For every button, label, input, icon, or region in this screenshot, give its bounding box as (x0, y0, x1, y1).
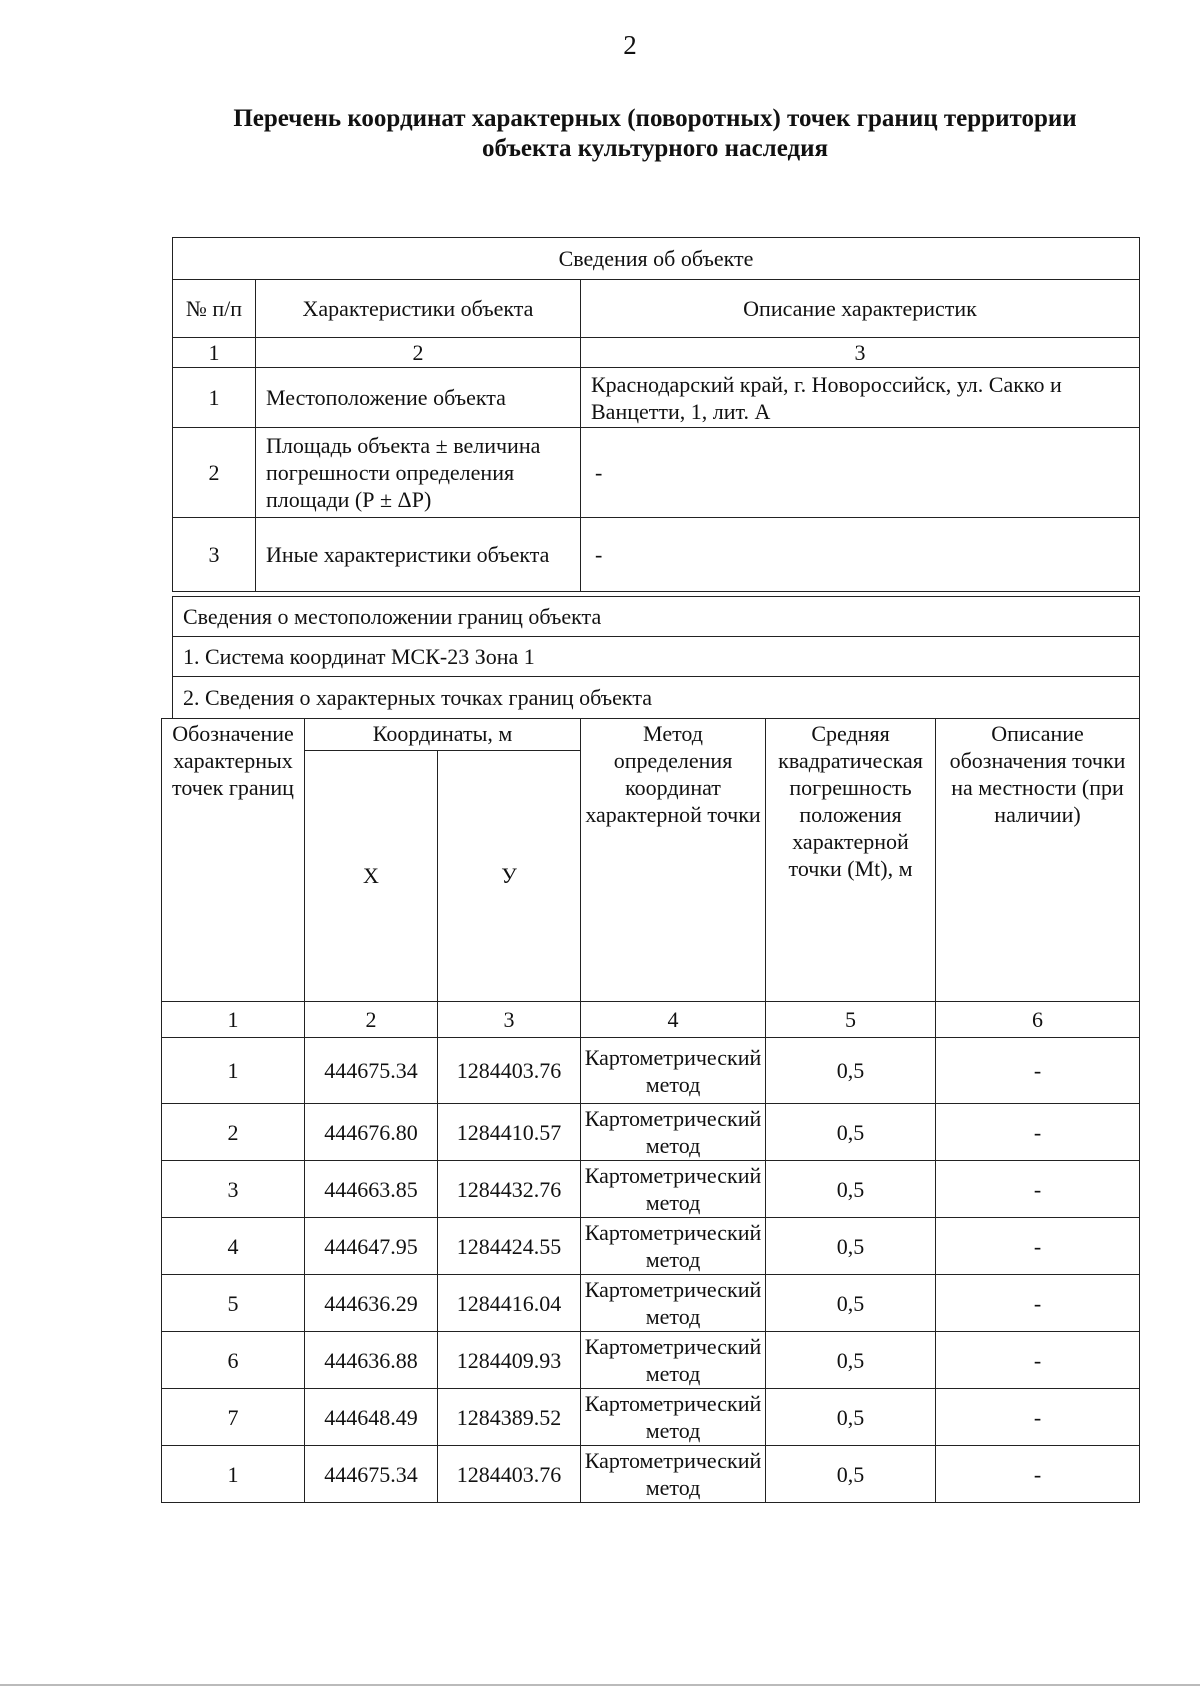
cell-y: 1284409.93 (438, 1332, 581, 1389)
header-error: Средняя квадратическая погрешность положения характерной точки (Mt), м (766, 719, 936, 1002)
col-index-2: 2 (256, 338, 581, 368)
cell-desc: - (936, 1275, 1140, 1332)
col-index-1: 1 (173, 338, 256, 368)
cell-err: 0,5 (766, 1332, 936, 1389)
cell-method: Картометрический метод (581, 1104, 766, 1161)
cell-pt: 6 (162, 1332, 305, 1389)
cell-y: 1284403.76 (438, 1446, 581, 1503)
cell-pt: 4 (162, 1218, 305, 1275)
boundary-section-title: Сведения о местоположении границ объекта (173, 597, 1140, 637)
cell-err: 0,5 (766, 1446, 936, 1503)
coordinate-system: 1. Система координат МСК-23 Зона 1 (173, 637, 1140, 677)
cell-y: 1284416.04 (438, 1275, 581, 1332)
row-description: - (581, 518, 1140, 592)
cell-y: 1284410.57 (438, 1104, 581, 1161)
cell-x: 444647.95 (305, 1218, 438, 1275)
cell-y: 1284424.55 (438, 1218, 581, 1275)
table-row (173, 518, 1140, 592)
cell-method: Картометрический метод (581, 1218, 766, 1275)
header-x: X (305, 750, 438, 1001)
col-header-characteristic: Характеристики объекта (256, 280, 581, 338)
boundary-info-table (172, 596, 1140, 719)
cell-desc: - (936, 1446, 1140, 1503)
col-index-3: 3 (581, 338, 1140, 368)
cell-method: Картометрический метод (581, 1038, 766, 1104)
col-index-4: 4 (581, 1002, 766, 1038)
table-row (173, 368, 1140, 428)
col-index-1: 1 (162, 1002, 305, 1038)
cell-pt: 1 (162, 1038, 305, 1104)
cell-y: 1284403.76 (438, 1038, 581, 1104)
col-index-6: 6 (936, 1002, 1140, 1038)
cell-x: 444636.88 (305, 1332, 438, 1389)
row-num: 3 (173, 518, 256, 592)
cell-pt: 7 (162, 1389, 305, 1446)
cell-y: 1284432.76 (438, 1161, 581, 1218)
row-num: 1 (173, 368, 256, 428)
col-header-description: Описание характеристик (581, 280, 1140, 338)
document-title (150, 104, 1160, 164)
table-row (162, 1161, 1140, 1218)
title-line-2: объекта культурного наследия (481, 135, 829, 162)
cell-err: 0,5 (766, 1038, 936, 1104)
cell-x: 444648.49 (305, 1389, 438, 1446)
object-info-table (172, 237, 1140, 592)
table-row (162, 1104, 1140, 1161)
table-row (162, 1446, 1140, 1503)
cell-err: 0,5 (766, 1218, 936, 1275)
table-row (173, 428, 1140, 518)
row-description: Краснодарский край, г. Новороссийск, ул. Сакко и Ванцетти, 1, лит. А (581, 368, 1140, 428)
cell-err: 0,5 (766, 1161, 936, 1218)
col-index-2: 2 (305, 1002, 438, 1038)
row-characteristic: Местоположение объекта (256, 368, 581, 428)
col-index-5: 5 (766, 1002, 936, 1038)
table-row (162, 1218, 1140, 1275)
col-index-3: 3 (438, 1002, 581, 1038)
object-section-title: Сведения об объекте (173, 238, 1140, 280)
cell-method: Картометрический метод (581, 1389, 766, 1446)
table-row (162, 1389, 1140, 1446)
table-row (162, 1332, 1140, 1389)
header-y: У (438, 750, 581, 1001)
table-row (162, 1038, 1140, 1104)
header-method: Метод определения координат характерной точки (581, 719, 766, 1002)
row-characteristic: Иные характеристики объекта (256, 518, 581, 592)
row-description: - (581, 428, 1140, 518)
cell-x: 444675.34 (305, 1446, 438, 1503)
points-section-title: 2. Сведения о характерных точках границ объекта (173, 677, 1140, 719)
cell-desc: - (936, 1332, 1140, 1389)
cell-desc: - (936, 1104, 1140, 1161)
title-line-1: Перечень координат характерных (поворотных) точек границ территории (233, 105, 1077, 132)
cell-desc: - (936, 1161, 1140, 1218)
table-row (162, 1275, 1140, 1332)
bottom-rule (0, 1684, 1200, 1686)
row-characteristic: Площадь объекта ± величина погрешности определения площади (Р ± ΔР) (256, 428, 581, 518)
cell-err: 0,5 (766, 1104, 936, 1161)
col-header-num: № п/п (173, 280, 256, 338)
cell-pt: 2 (162, 1104, 305, 1161)
cell-method: Картометрический метод (581, 1161, 766, 1218)
cell-desc: - (936, 1389, 1140, 1446)
cell-err: 0,5 (766, 1389, 936, 1446)
cell-err: 0,5 (766, 1275, 936, 1332)
header-point-designation: Обозначение характерных точек границ (162, 719, 305, 1002)
cell-method: Картометрический метод (581, 1275, 766, 1332)
cell-y: 1284389.52 (438, 1389, 581, 1446)
page-number: 2 (623, 30, 637, 60)
cell-desc: - (936, 1038, 1140, 1104)
cell-pt: 5 (162, 1275, 305, 1332)
boundary-points-table (161, 718, 1140, 1503)
cell-x: 444663.85 (305, 1161, 438, 1218)
cell-x: 444676.80 (305, 1104, 438, 1161)
cell-x: 444675.34 (305, 1038, 438, 1104)
cell-pt: 3 (162, 1161, 305, 1218)
header-description: Описание обозначения точки на местности (при наличии) (936, 719, 1140, 1002)
cell-x: 444636.29 (305, 1275, 438, 1332)
cell-method: Картометрический метод (581, 1332, 766, 1389)
points-body (162, 1038, 1140, 1503)
row-num: 2 (173, 428, 256, 518)
header-coordinates: Координаты, м (305, 719, 581, 751)
cell-pt: 1 (162, 1446, 305, 1503)
cell-method: Картометрический метод (581, 1446, 766, 1503)
cell-desc: - (936, 1218, 1140, 1275)
